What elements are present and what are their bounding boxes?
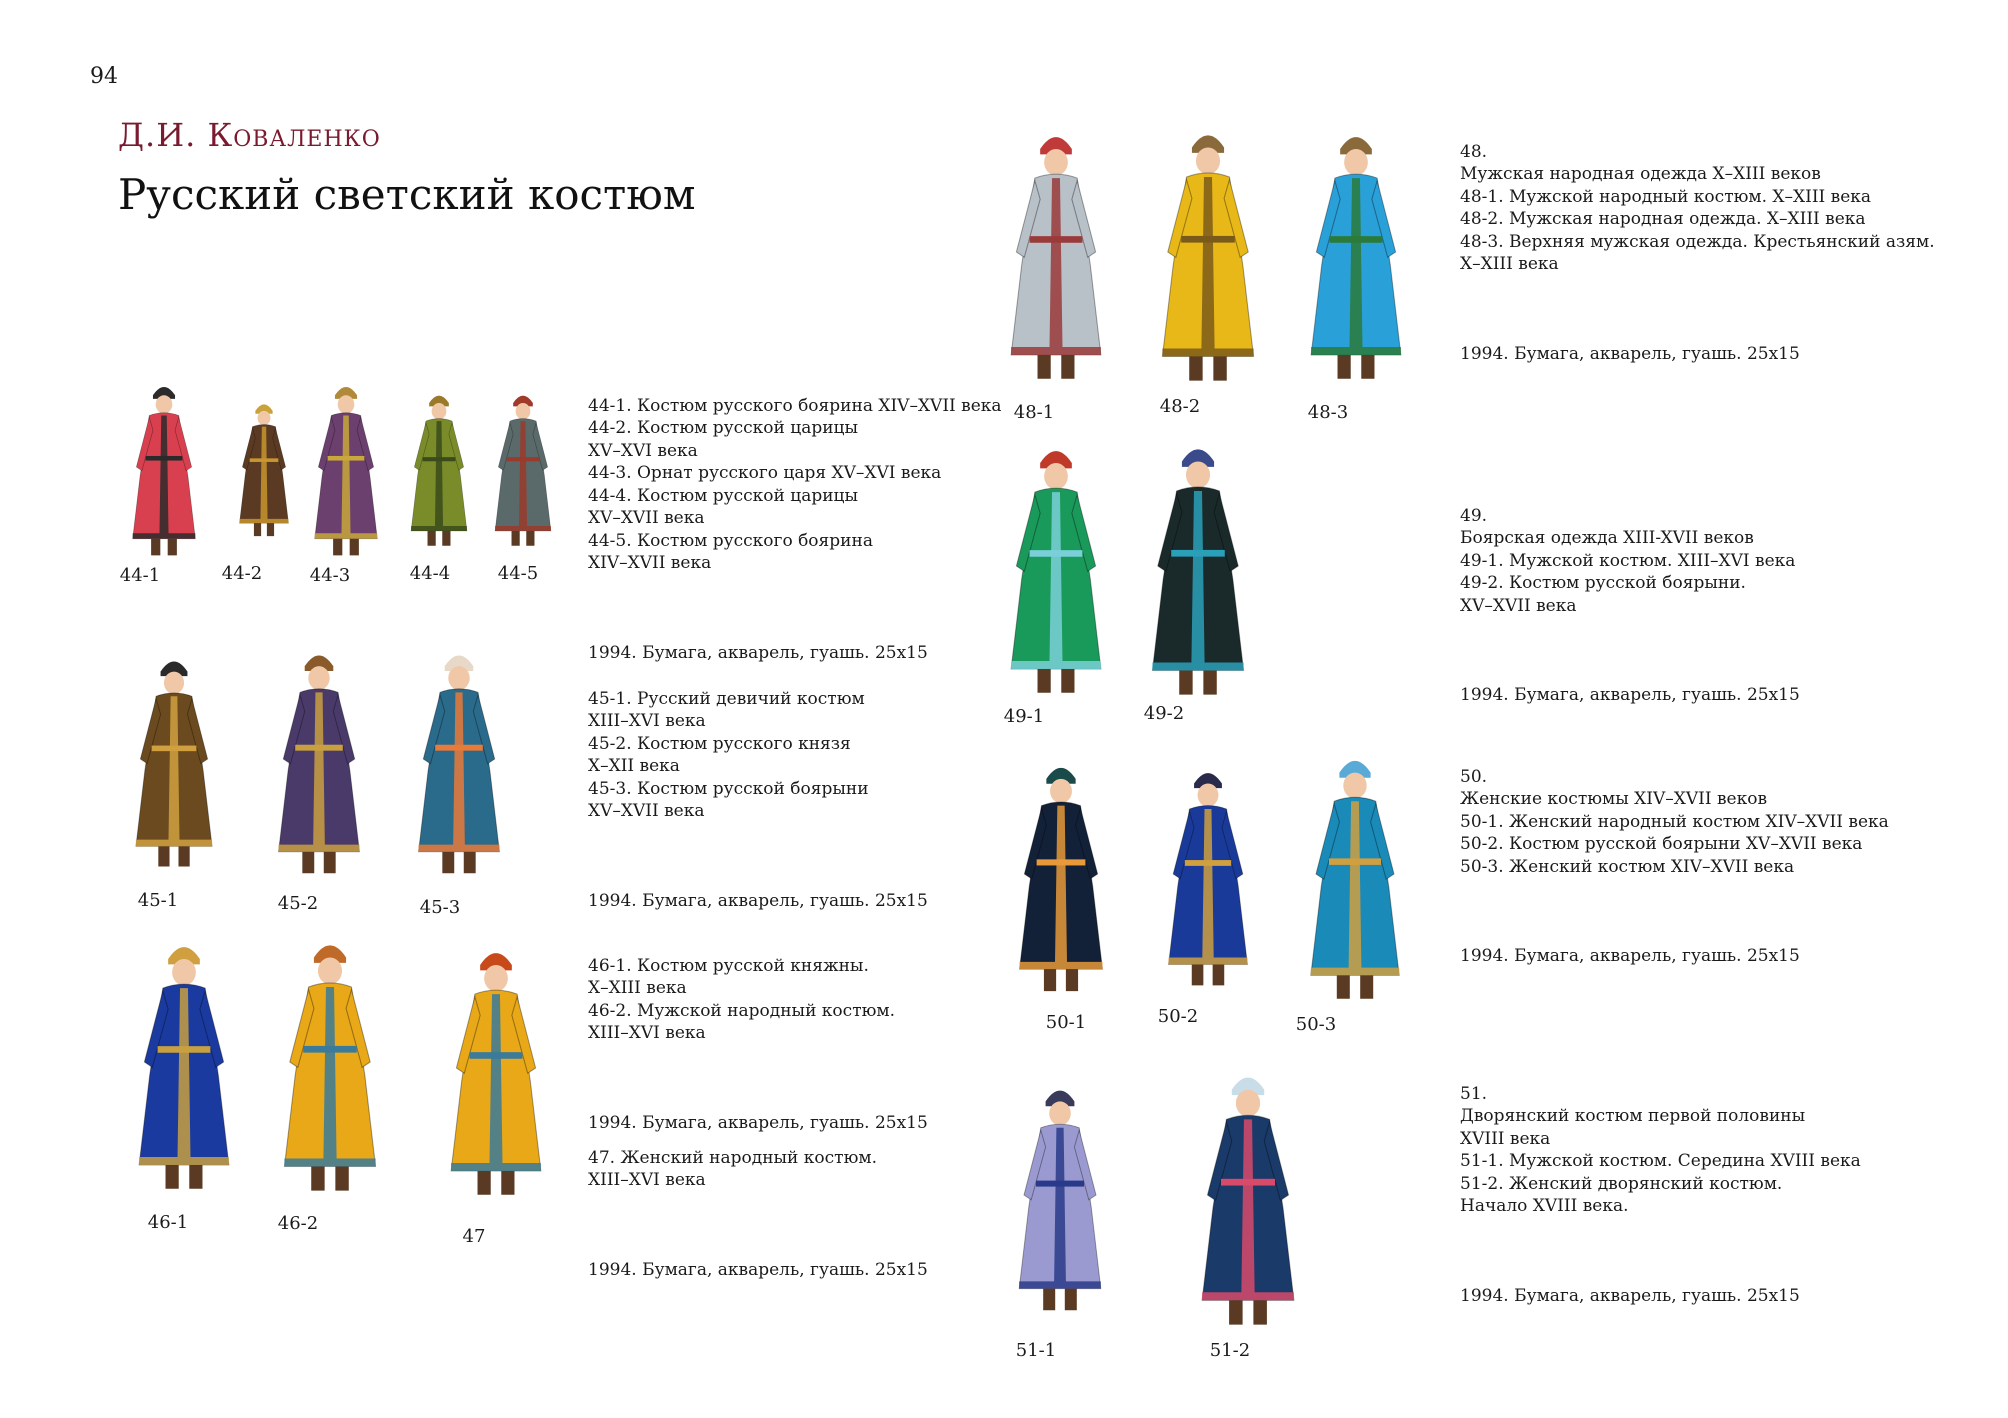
caption-lines — [1460, 1083, 1980, 1218]
figure-label: 44-2 — [221, 563, 263, 584]
caption-line: 45-3. Костюм русской боярыни — [588, 778, 869, 799]
caption-line: XVIII века — [1460, 1128, 1551, 1149]
figure-label: 48-3 — [1307, 402, 1349, 423]
caption-line: 48-3. Верхняя мужская одежда. Крестьянский азям. — [1460, 231, 1935, 252]
caption-note: 1994. Бумага, акварель, гуашь. 25х15 — [588, 1112, 928, 1133]
caption-line: 49-2. Костюм русской боярыни. — [1460, 573, 1746, 593]
costume-illustration — [1000, 1060, 1120, 1330]
caption-line: XIII–XVI века — [588, 1170, 706, 1190]
costume-illustration — [482, 372, 564, 562]
costume-illustration — [1148, 1060, 1348, 1330]
figure-label: 44-1 — [119, 565, 161, 586]
caption-lines — [588, 955, 1018, 1045]
caption-lines — [1460, 141, 1980, 276]
caption-line: 44-3. Орнат русского царя XV–XVI века — [588, 463, 942, 483]
caption-line: Боярская одежда XIII-XVII веков — [1460, 528, 1754, 548]
caption-note: 1994. Бумага, акварель, гуашь. 25х15 — [588, 1259, 928, 1280]
caption-line: 51-1. Мужской костюм. Середина XVIII века — [1460, 1151, 1861, 1171]
caption-line: 50. — [1460, 766, 1488, 787]
costume-illustration — [1140, 118, 1276, 386]
caption-group-44 — [588, 372, 1018, 687]
page-number: 94 — [90, 64, 118, 89]
costume-illustration — [1130, 432, 1266, 700]
figure-label: 48-1 — [1013, 402, 1055, 423]
caption-line: 49. — [1460, 505, 1488, 526]
figure-label: 44-5 — [497, 563, 539, 584]
caption-line: XV–XVII века — [1460, 595, 1577, 616]
caption-line: XV–XVII века — [588, 508, 705, 528]
caption-lines — [588, 688, 1018, 823]
figure-label: 44-4 — [409, 563, 451, 584]
caption-line: 44-2. Костюм русской царицы — [588, 418, 859, 438]
caption-lines — [588, 1147, 1018, 1192]
costume-illustration — [118, 372, 210, 562]
caption-group-47 — [588, 1124, 1018, 1304]
costume-illustration — [228, 372, 300, 562]
costume-illustration — [398, 372, 480, 562]
costume-illustration — [430, 928, 562, 1208]
caption-group-50 — [1460, 743, 1980, 990]
costume-illustration — [990, 118, 1122, 386]
caption-line: 50-1. Женский народный костюм XIV–XVII века — [1460, 811, 1889, 832]
caption-line: 48-2. Мужская народная одежда. X–XIII века — [1460, 209, 1866, 229]
costume-illustration — [1150, 740, 1266, 1008]
caption-line: Начало XVIII века. — [1460, 1196, 1629, 1216]
caption-line: 46-2. Мужской народный костюм. — [588, 1000, 896, 1021]
figure-label: 46-2 — [277, 1213, 319, 1234]
caption-line: XIII–XVI века — [588, 1023, 706, 1043]
costume-illustration — [1290, 118, 1422, 386]
figure-label: 50-1 — [1045, 1012, 1087, 1033]
caption-group-46 — [588, 932, 1018, 1157]
figure-label: 51-1 — [1015, 1340, 1057, 1361]
costume-illustration — [262, 928, 398, 1196]
caption-group-45 — [588, 665, 1018, 935]
caption-lines — [1460, 505, 1980, 618]
caption-note: 1994. Бумага, акварель, гуашь. 25х15 — [588, 890, 928, 911]
caption-line: Мужская народная одежда X–XIII веков — [1460, 164, 1821, 184]
caption-group-48 — [1460, 118, 1980, 388]
caption-line: 51. — [1460, 1083, 1488, 1104]
caption-line: X–XIII века — [1460, 254, 1559, 274]
caption-line: 49-1. Мужской костюм. XIII–XVI века — [1460, 550, 1796, 571]
caption-lines — [588, 395, 1018, 575]
caption-line: 44-1. Костюм русского боярина XIV–XVII века — [588, 395, 1002, 416]
figure-label: 49-1 — [1003, 706, 1045, 727]
costume-illustration — [258, 640, 380, 878]
caption-line: 46-1. Костюм русской княжны. — [588, 955, 869, 976]
caption-line: XIII–XVI века — [588, 711, 706, 731]
page-title: Русский светский костюм — [118, 170, 696, 219]
figure-label: 50-2 — [1157, 1006, 1199, 1027]
caption-line: 45-1. Русский девичий костюм — [588, 688, 865, 709]
caption-line: X–XIII века — [588, 978, 687, 998]
figure-label: 47 — [462, 1226, 486, 1247]
figure-label: 48-2 — [1159, 396, 1201, 417]
caption-line: Дворянский костюм первой половины — [1460, 1106, 1806, 1126]
figure-label: 49-2 — [1143, 703, 1185, 724]
caption-line: 50-3. Женский костюм XIV–XVII века — [1460, 856, 1795, 877]
caption-line: 47. Женский народный костюм. — [588, 1147, 877, 1168]
caption-group-51 — [1460, 1060, 1980, 1330]
caption-note: 1994. Бумага, акварель, гуашь. 25х15 — [588, 642, 928, 663]
caption-line: XIV–XVII века — [588, 553, 712, 573]
figure-label: 45-2 — [277, 893, 319, 914]
costume-illustration — [1000, 740, 1122, 1008]
costume-illustration — [300, 372, 392, 562]
caption-line: 44-4. Костюм русской царицы — [588, 485, 859, 506]
caption-line: XV–XVI века — [588, 440, 698, 461]
caption-note: 1994. Бумага, акварель, гуашь. 25х15 — [1460, 946, 1800, 966]
costume-illustration — [118, 640, 230, 878]
caption-line: 44-5. Костюм русского боярина — [588, 530, 873, 551]
caption-line: Женские костюмы XIV–XVII веков — [1460, 789, 1768, 809]
figure-label: 50-3 — [1295, 1014, 1337, 1035]
caption-line: 48-1. Мужской народный костюм. X–XIII века — [1460, 186, 1872, 207]
figure-label: 45-1 — [137, 890, 179, 911]
figure-label: 45-3 — [419, 897, 461, 918]
costume-illustration — [118, 928, 250, 1196]
author-name: Д.И. Коваленко — [118, 116, 381, 154]
figure-label: 44-3 — [309, 565, 351, 586]
caption-note: 1994. Бумага, акварель, гуашь. 25х15 — [1460, 685, 1800, 705]
costume-illustration — [1290, 740, 1420, 1008]
caption-lines — [1460, 766, 1980, 879]
caption-note: 1994. Бумага, акварель, гуашь. 25х15 — [1460, 343, 1800, 364]
caption-line: 51-2. Женский дворянский костюм. — [1460, 1173, 1783, 1194]
caption-note: 1994. Бумага, акварель, гуашь. 25х15 — [1460, 1285, 1800, 1306]
caption-line: XV–XVII века — [588, 801, 705, 821]
caption-line: 48. — [1460, 141, 1488, 162]
caption-line: 50-2. Костюм русской боярыни XV–XVII века — [1460, 834, 1863, 854]
caption-line: X–XII века — [588, 756, 680, 776]
caption-group-49 — [1460, 482, 1980, 729]
caption-line: 45-2. Костюм русского князя — [588, 733, 851, 754]
figure-label: 46-1 — [147, 1212, 189, 1233]
costume-illustration — [398, 640, 520, 878]
figure-label: 51-2 — [1209, 1340, 1251, 1361]
